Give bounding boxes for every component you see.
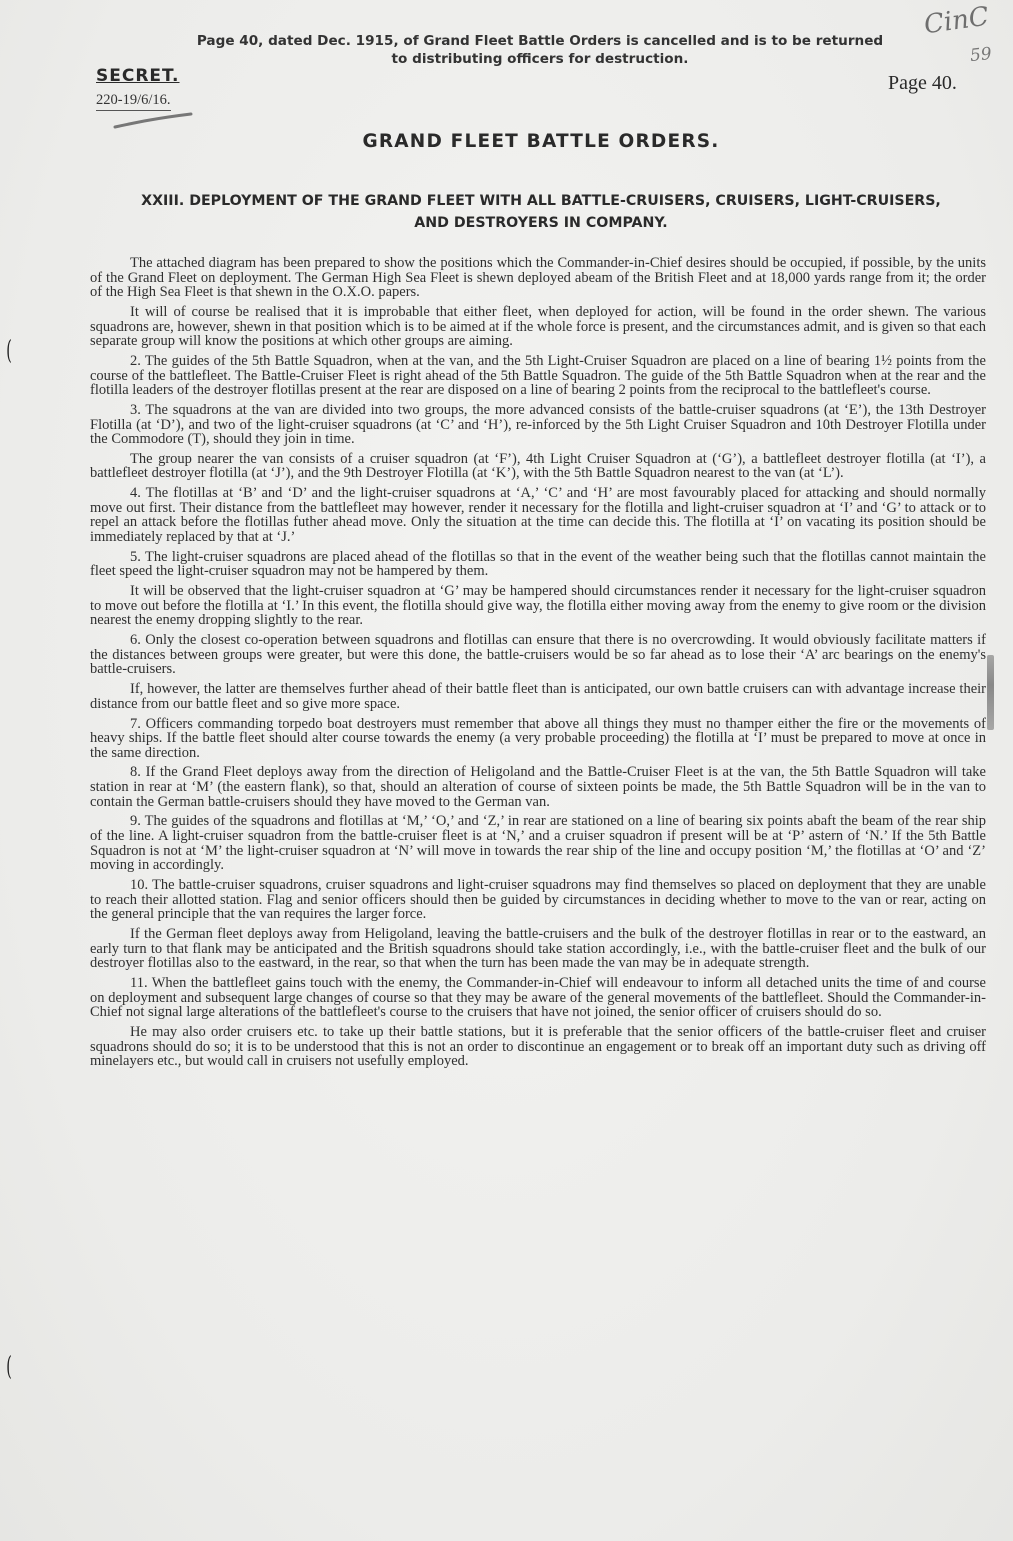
paragraph: If the German fleet deploys away from Heligoland, leaving the battle-cruisers and the bulk of the destroyer flotillas in rear or to the eastward, an early turn to that flank may be anticipated and the British squadrons should take station accordingly, i.e., with the battle-cruiser fleet and the bulk of our destroyer flotillas also to the eastward, in the rear, so that when the turn has been made the van may be in adequate strength. [90, 925, 986, 972]
paragraph: If, however, the latter are themselves further ahead of their battle fleet than is anticipated, our own battle cruisers can with advantage increase their distance from our battle fleet and so give more space. [90, 681, 986, 712]
paragraph: 8. If the Grand Fleet deploys away from the direction of Heligoland and the Battle-Cruiser Fleet is at the van, the 5th Battle Squadron will take station in rear at ‘M’ (the eastern flank), so that, should an alteration of course of sixteen points be made, the 5th Battle Squadron will be in the van to contain the German battle-cruisers should they have moved to the German van. [90, 764, 986, 810]
paragraph: 7. Officers commanding torpedo boat destroyers must remember that above all things they must no thamper either the fire or the movements of heavy ships. If the battle fleet should alter course towards the enemy (a very probable proceeding) the flotilla at ‘I’ must be prepared to move at once in the same direction. [90, 715, 986, 761]
paragraph: The group nearer the van consists of a cruiser squadron (at ‘F’), 4th Light Cruiser Squadron at (‘G’), a battlefleet destroyer flotilla (at ‘I’), a battlefleet destroyer flotilla (at ‘J’), and the 9th Destroyer Flotilla (at ‘K’), with the 5th Battle Squadron nearest to the van (at ‘L’). [90, 450, 986, 482]
paragraph: 4. The flotillas at ‘B’ and ‘D’ and the light-cruiser squadrons at ‘A,’ ‘C’ and ‘H’ are most favourably placed for attacking and should normally move out first. Their distance from the battlefleet may however, render it necessary for the flotilla and light-cruiser squadron at ‘I’ and ‘G’ to attack or to repel an attack before the flotillas futher ahead move. Only the situation at the time can decide this. The flotilla at ‘I’ on vacating its position should be immediately replaced by that at ‘J.’ [90, 485, 986, 546]
paragraph: The attached diagram has been prepared to show the positions which the Commander-in-Chief desires should be occupied, if possible, by the units of the Grand Fleet on deployment. The German High Sea Fleet is shewn deployed abeam of the British Fleet and at 18,000 yards range from it; the order of the High Sea Fleet is that shewn in the O.X.O. papers. [90, 255, 986, 301]
margin-side-line [987, 655, 994, 730]
paragraph: 10. The battle-cruiser squadrons, cruiser squadrons and light-cruiser squadrons may find themselves so placed on deployment that they are unable to reach their allotted station. Flag and senior officers should then be guided by circumstances in deciding whether to move to the van or rear, acting on the general principle that the van requires the larger force. [90, 877, 986, 923]
paragraph: 5. The light-cruiser squadrons are placed ahead of the flotillas so that in the event of the weather being such that the flotillas cannot maintain the fleet speed the light-cruiser squadron may not be hampered by them. [90, 548, 986, 580]
paragraph: 3. The squadrons at the van are divided into two groups, the more advanced consists of the battle-cruiser squadrons (at ‘E’), the 13th Destroyer Flotilla (at ‘D’), and two of the light-cruiser squadrons (at ‘C’ and ‘H’), re-inforced by the 5th Light Cruiser Squadron and 10th Destroyer Flotilla under the Commodore (T), should they join in time. [90, 401, 986, 448]
page-number: Page 40. [888, 72, 957, 94]
margin-bracket-mark: ( [6, 1352, 12, 1382]
cancellation-notice-line2: to distributing officers for destruction. [391, 51, 689, 67]
classification-label: SECRET. [96, 66, 180, 86]
handwritten-annotation: CinC [922, 1, 991, 41]
cancellation-notice-line1: Page 40, dated Dec. 1915, of Grand Fleet Battle Orders is cancelled and is to be returned [196, 33, 884, 49]
paragraph: 6. Only the closest co-operation between squadrons and flotillas can ensure that there is no overcrowding. It would obviously facilitate matters if the distances between groups were greater, but were this done, the battle-cruisers would be so far ahead as to lose their ‘A’ arc bearings on the enemy's battle-cruisers. [90, 632, 986, 678]
paragraph: 9. The guides of the squadrons and flotillas at ‘M,’ ‘O,’ and ‘Z,’ in rear are stationed on a line of bearing six points abaft the beam of the rear ship of the line. A light-cruiser squadron from the battle-cruiser fleet is at ‘N,’ and a cruiser squadron if present will be at ‘P’ astern of ‘N.’ If the 5th Battle Squadron is not at ‘M’ the light-cruiser squadron at ‘N’ will move in towards the rear ship of the line and occupy position ‘M,’ the flotillas at ‘O’ and ‘Z’ moving in accordingly. [90, 813, 986, 874]
margin-bracket-mark: ( [6, 336, 12, 366]
paragraph: 11. When the battlefleet gains touch with the enemy, the Commander-in-Chief will endeavour to inform all detached units the time of and course on deployment and subsequent large changes of course so that they may be aware of the general movements of the battlefleet. Should the Commander-in-Chief not signal large alterations of the battlefleet's course to the cruisers that have not joined, the senior officer of cruisers should do so. [90, 974, 986, 1021]
paragraph: It will of course be realised that it is improbable that either fleet, when deployed for action, will be found in the order shewn. The various squadrons are, however, shewn in that position which is to be aimed at if the whole force is present, and the circumstances admit, and is given so that each separate group will know the positions at which other groups are aiming. [90, 303, 986, 350]
paragraph: He may also order cruisers etc. to take up their battle stations, but it is preferable that the senior officers of the battle-cruiser fleet and cruiser squadrons should do so; it is to be understood that this is not an order to discontinue an engagement or to break off an important duty such as driving off minelayers etc., but would call in cruisers not usefully employed. [90, 1023, 986, 1070]
section-heading: XXIII. DEPLOYMENT OF THE GRAND FLEET WITH ALL BATTLE-CRUISERS, CRUISERS, LIGHT-CRUISERS, AND DESTROYERS IN COMPANY. [141, 193, 941, 231]
body-text [90, 256, 986, 1074]
reference-number: 220-19/6/16. [96, 92, 171, 111]
pen-stroke-mark [113, 112, 193, 130]
handwritten-folio-number: 59 [969, 43, 993, 67]
paragraph: 2. The guides of the 5th Battle Squadron, when at the van, and the 5th Light-Cruiser Squadron are placed on a line of bearing 1½ points from the course of the battlefleet. The Battle-Cruiser Fleet is right ahead of the 5th Battle Squadron. The guide of the 5th Battle Squadron when at the rear and the flotilla leaders of the destroyer flotillas present at the rear are disposed on a line of bearing 2 points from the reciprocal to the battlefleet's course. [90, 352, 986, 399]
paragraph: It will be observed that the light-cruiser squadron at ‘G’ may be hampered should circumstances render it necessary for the light-cruiser squadron to move out before the flotilla at ‘I.’ In this event, the flotilla should give way, the flotilla either moving away from the enemy to give room or the division nearest the enemy dropping slightly to the rear. [90, 583, 986, 629]
document-title: GRAND FLEET BATTLE ORDERS. [362, 131, 720, 152]
cancellation-notice [150, 32, 930, 68]
